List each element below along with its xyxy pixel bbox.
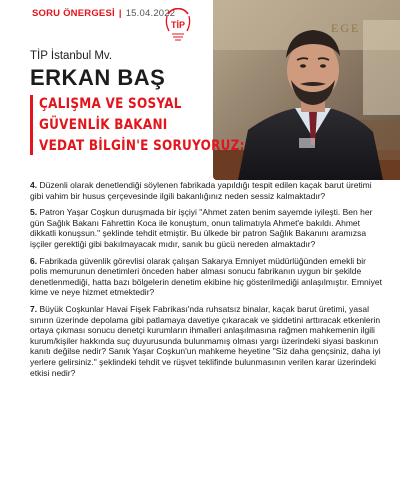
- question-item: [30, 256, 382, 298]
- question-text: Fabrikada güvenlik görevlisi olarak çalışan Sakarya Emniyet müdürlüğünden emekli bir polis memurunun denetimleri önceden haber alması sonucu fabrikanın uygun bir şekilde denetlenmediği, hatta bazı bölgelerin denetim ekibine hiç gösterilmediği anlaşılmıştır. Emniyet kime ve neye hizmet etmektedir?: [30, 255, 382, 298]
- question-text: Patron Yaşar Coşkun duruşmada bir işçiyi "Ahmet zaten benim sayemde iyileşti. Ben her gün Sağlık Bakanı Fahrettin Koca ile konuştum, onun talimatıyla Ahmet'e bakıldı. Ahmet dikkatli konuşsun." şeklinde tehdit etmiştir. Bu ülkede bir patron Sağlık Bakanını aramızsa işçiler gerektiği gibi bakılmayacak mıdır, sanık bu gücü nereden almaktadır?: [30, 207, 373, 249]
- questions-list: [30, 180, 382, 384]
- party-logo-icon: [164, 8, 192, 42]
- question-text: Düzenli olarak denetlendiği söylenen fabrikada yapıldığı tespit edilen kaçak barut üretimi gibi vahim bir husus çerçevesinde ilgili bakanlığınız neden sessiz kalmaktadır?: [30, 180, 372, 201]
- footer-blank: [0, 460, 400, 500]
- question-number: 7.: [30, 303, 38, 314]
- question-number: 4.: [30, 180, 38, 190]
- question-text: Büyük Coşkunlar Havai Fişek Fabrikası'nda ruhsatsız binalar, kaçak barut üretimi, yasal sınırın üzerinde depolama gibi patlamaya davetiye çıkaracak ve şiddetini arttıracak etkenlerin ortaya çıkması sonucu denetçi kurumların ihmalleri anlaşılmasına rağmen mahkemenin ilgili kurum/kişiler hakkında suç duyurusunda bulunmamış olması yargı üzerindeki siyasi baskının kanıtı değilse nedir? Sanık Yaşar Coşkun'un mahkeme heyetine "Siz daha gençsiniz, daha iyi yerlere gelirsiniz." şeklindeki tehdit ve rüşvet teklifinde bulunmasının verilen karar üzerindeki etkisi nedir?: [30, 303, 381, 378]
- document-date: 15.04.2022: [125, 7, 176, 19]
- headline-accent-bar: [30, 95, 33, 155]
- headline: [39, 94, 259, 157]
- person-name: ERKAN BAŞ: [30, 65, 166, 90]
- question-number: 5.: [30, 207, 38, 218]
- question-item: [30, 180, 382, 201]
- document-type-header: [0, 0, 176, 26]
- svg-text:TİP: TİP: [170, 20, 186, 30]
- question-item: [30, 304, 382, 378]
- headline-line: ÇALIŞMA VE SOSYAL: [39, 96, 182, 112]
- document-type-label: SORU ÖNERGESİ: [32, 7, 115, 19]
- headline-line: GÜVENLİK BAKANI: [39, 117, 168, 133]
- header-separator: |: [118, 7, 122, 19]
- party-affiliation: TİP İstanbul Mv.: [30, 50, 113, 62]
- question-item: [30, 207, 382, 249]
- question-number: 6.: [30, 255, 38, 266]
- headline-line: VEDAT BİLGİN'E SORUYORUZ:: [39, 138, 245, 154]
- svg-text:EGE: EGE: [331, 21, 361, 35]
